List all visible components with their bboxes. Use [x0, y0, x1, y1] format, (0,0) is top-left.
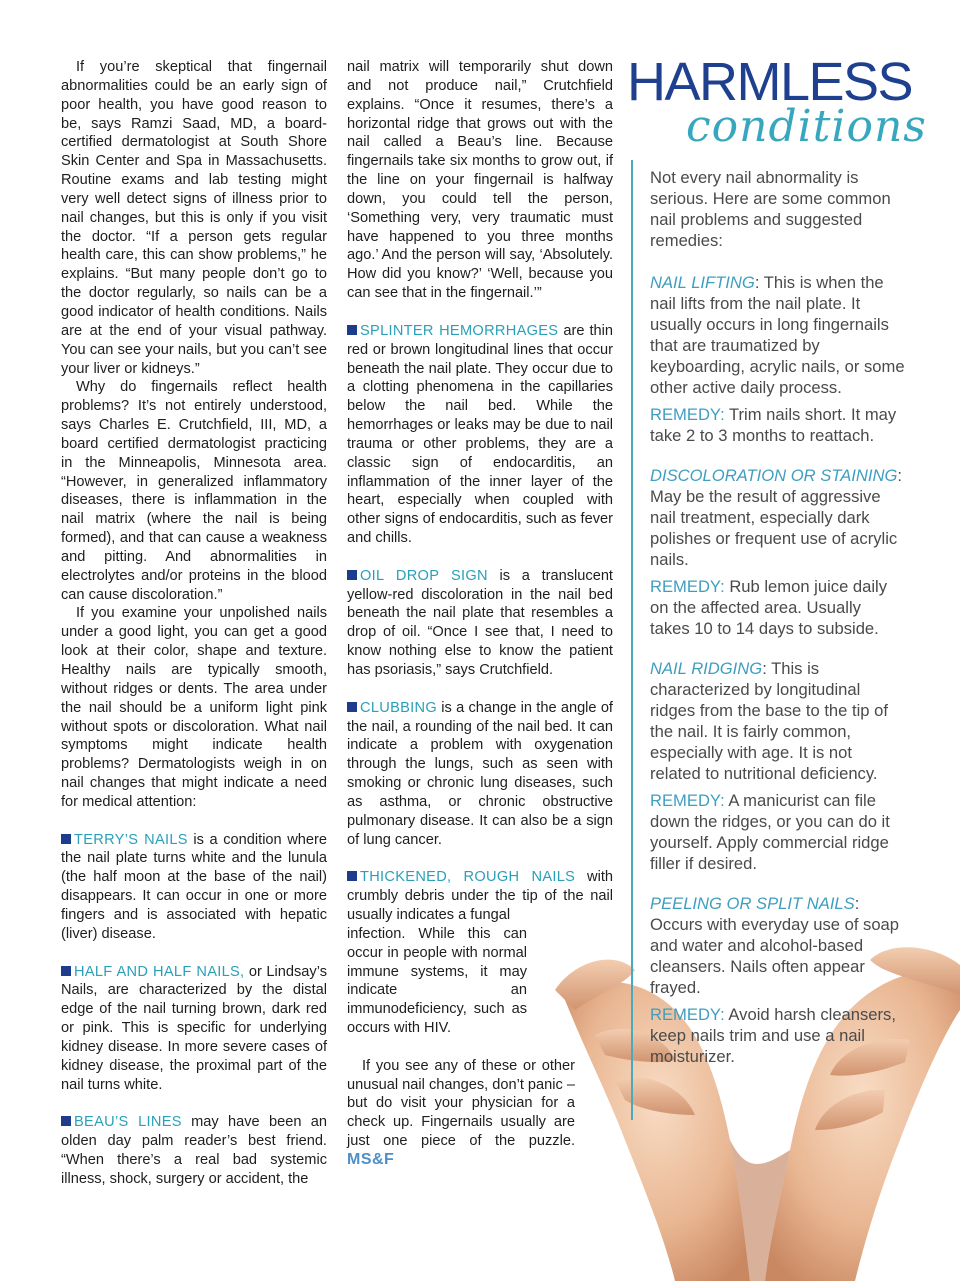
paragraph: Why do fingernails reflect health problems? It’s not entirely understood, says Charles E. Crutchfield, III, MD, a board certified dermatologist practicing in the Minneapolis, Minnesota area. “However, in generalized inflammatory diseases, there is inflammation in the nail matrix (where the nail is being formed), and that can cause a weakness and pitting. And abnormalities in electrolytes and/or proteins in the blood can cause discoloration.”	[61, 379, 327, 603]
remedy-label: REMEDY:	[650, 791, 725, 810]
paragraph: If you’re skeptical that fingernail abnormalities could be an early sign of poor health, you have good reason to be, says Ramzi Saad, MD, a board-certified dermatologist at South Shore Skin Center and Spa in Massachusetts. Routine exams and lab testing might very well detect signs of illness prior to nail changes, but this is only if you visit the doctor. “If a person gets regular health care, this can show problems,” he explains. “But many people don’t go to the doctor regularly, so nails can be a good indicator of health conditions. Nails are at the end of your visual pathway. You can see your nails, but you can’t see your liver or kidneys.”	[61, 59, 327, 377]
sidebar-subtitle: conditions	[686, 101, 927, 152]
remedy: REMEDY: A manicurist can file down the ridges, or you can do it yourself. Apply commercial ridge filler if desired.	[650, 791, 890, 873]
condition-term: PEELING OR SPLIT NAILS	[650, 894, 855, 913]
keyword: OIL DROP SIGN	[360, 567, 488, 584]
section-clubbing: CLUBBING is a change in the angle of the nail, a rounding of the nail bed. It can indicate a problem with oxygenation through the lungs, such as seen with smoking or chronic lung diseases, such as asthma, or chronic obstructive pulmonary disease. It can also be a sign of lung cancer.	[347, 699, 613, 848]
section-oil-drop: OIL DROP SIGN is a translucent yellow-red discoloration in the nail bed beneath the nail plate that resembles a drop of oil. “Once I see that, I need to know nothing else to know the patient has psoriasis,” says Crutchfield.	[347, 567, 613, 678]
section-half-and-half: HALF AND HALF NAILS, or Lindsay’s Nails, are characterized by the distal edge of the nail turning brown, dark red or pink. This is specific for underlying kidney disease. In more severe cases of kidney disease, the proximal part of the nail turns white.	[61, 963, 327, 1093]
section-splinter: SPLINTER HEMORRHAGES are thin red or brown longitudinal lines that occur beneath the nail plate. They occur due to a clotting phenomena in the capillaries below the nail bed. While the hemorrhages or leaks may be due to nail trauma or other problems, they are a classic sign of endocarditis, an inflammation of the inner layer of the heart, especially when coupled with other signs of endocarditis, such as fever and chills.	[347, 322, 614, 547]
bullet-square-icon	[61, 834, 71, 844]
condition-term: NAIL LIFTING	[650, 273, 755, 292]
bullet-square-icon	[61, 966, 71, 976]
sidebar-rule	[631, 160, 633, 1120]
keyword: THICKENED, ROUGH NAILS	[360, 869, 576, 886]
bullet-square-icon	[347, 702, 357, 712]
bullet-square-icon	[347, 871, 357, 881]
section-beaus-lines: BEAU’S LINES may have been an olden day palm reader’s best friend. “When there’s a real bad systemic illness, shock, surgery or accident, the	[61, 1114, 327, 1187]
keyword: SPLINTER HEMORRHAGES	[360, 322, 559, 339]
remedy-label: REMEDY:	[650, 577, 725, 596]
paragraph: If you examine your unpolished nails under a good light, you can get a good look at their color, shape and texture. Healthy nails are typically smooth, without ridges or dents. The area under the nail should be a uniform light pink without spots or discoloration. What nail symptoms might indicate health problems? Dermatologists weigh in on nail changes that might indicate a need for medical attention:	[61, 605, 327, 810]
condition-item: NAIL RIDGING: This is characterized by longitudinal ridges from the base to the tip of the nail. It is fairly common, especially with age. It is not related to nutritional deficiency.	[650, 659, 888, 783]
remedy: REMEDY: Avoid harsh cleansers, keep nails trim and use a nail moisturizer.	[650, 1005, 896, 1066]
remedy: REMEDY: Rub lemon juice daily on the affected area. Usually takes 10 to 14 days to subside.	[650, 577, 888, 638]
sidebar-content	[650, 167, 905, 1067]
remedy-label: REMEDY:	[650, 1005, 725, 1024]
sidebar-intro: Not every nail abnormality is serious. Here are some common nail problems and suggested remedies:	[650, 168, 891, 250]
bullet-square-icon	[347, 570, 357, 580]
section-terrys-nails: TERRY’S NAILS is a condition where the nail plate turns white and the lunula (the half moon at the base of the nail) disappears. It can occur in one or more fingers and is associated with hepatic (liver) disease.	[61, 831, 327, 942]
condition-item: PEELING OR SPLIT NAILS: Occurs with everyday use of soap and water and alcohol-based cleansers. Nails often appear frayed.	[650, 894, 900, 997]
remedy: REMEDY: Trim nails short. It may take 2 to 3 months to reattach.	[650, 405, 897, 445]
article-column-1	[61, 58, 327, 1189]
paragraph: infection. While this can occur in people with normal immune systems, it may indicate an immunodeficiency, such as occurs with HIV.	[347, 925, 527, 1037]
remedy-label: REMEDY:	[650, 405, 725, 424]
keyword: CLUBBING	[360, 699, 438, 716]
condition-item: NAIL LIFTING: This is when the nail lifts from the nail plate. It usually occurs in long fingernails that are traumatized by keyboarding, acrylic nails, or some other active daily process.	[650, 273, 905, 397]
closing-paragraph: If you see any of these or other unusual nail changes, don’t panic – but do visit your physician for a check up. Fingernails usually are just one piece of the puzzle. MS&F	[347, 1057, 575, 1168]
condition-term: NAIL RIDGING	[650, 659, 763, 678]
bullet-square-icon	[347, 325, 357, 335]
section-thickened: THICKENED, ROUGH NAILS with crumbly debris under the tip of the nail usually indicates a fungal	[347, 869, 613, 923]
keyword: BEAU’S LINES	[74, 1114, 182, 1131]
sidebar-title: HARMLESS	[627, 52, 913, 112]
bullet-square-icon	[61, 1116, 71, 1126]
condition-item: DISCOLORATION OR STAINING: May be the result of aggressive nail treatment, especially dark polishes or frequent use of acrylic nails.	[650, 466, 903, 569]
keyword: TERRY’S NAILS	[74, 831, 188, 848]
condition-term: DISCOLORATION OR STAINING	[650, 466, 898, 485]
paragraph: nail matrix will temporarily shut down and not produce nail,” Crutchfield explains. “Once it resumes, there’s a horizontal ridge that grows out with the nail called a Beau’s line. Because fingernails take six months to grow out, if the line on your fingernail is halfway down, you could tell the person, ‘Something very, very traumatic must have happened to you three months ago.’ And the person will say, ‘Absolutely. How did you know?’ ‘Well, because you can see that in the fingernail.’”	[347, 59, 613, 302]
brand-logo: MS&F	[347, 1150, 395, 1168]
keyword: HALF AND HALF NAILS,	[74, 963, 245, 980]
